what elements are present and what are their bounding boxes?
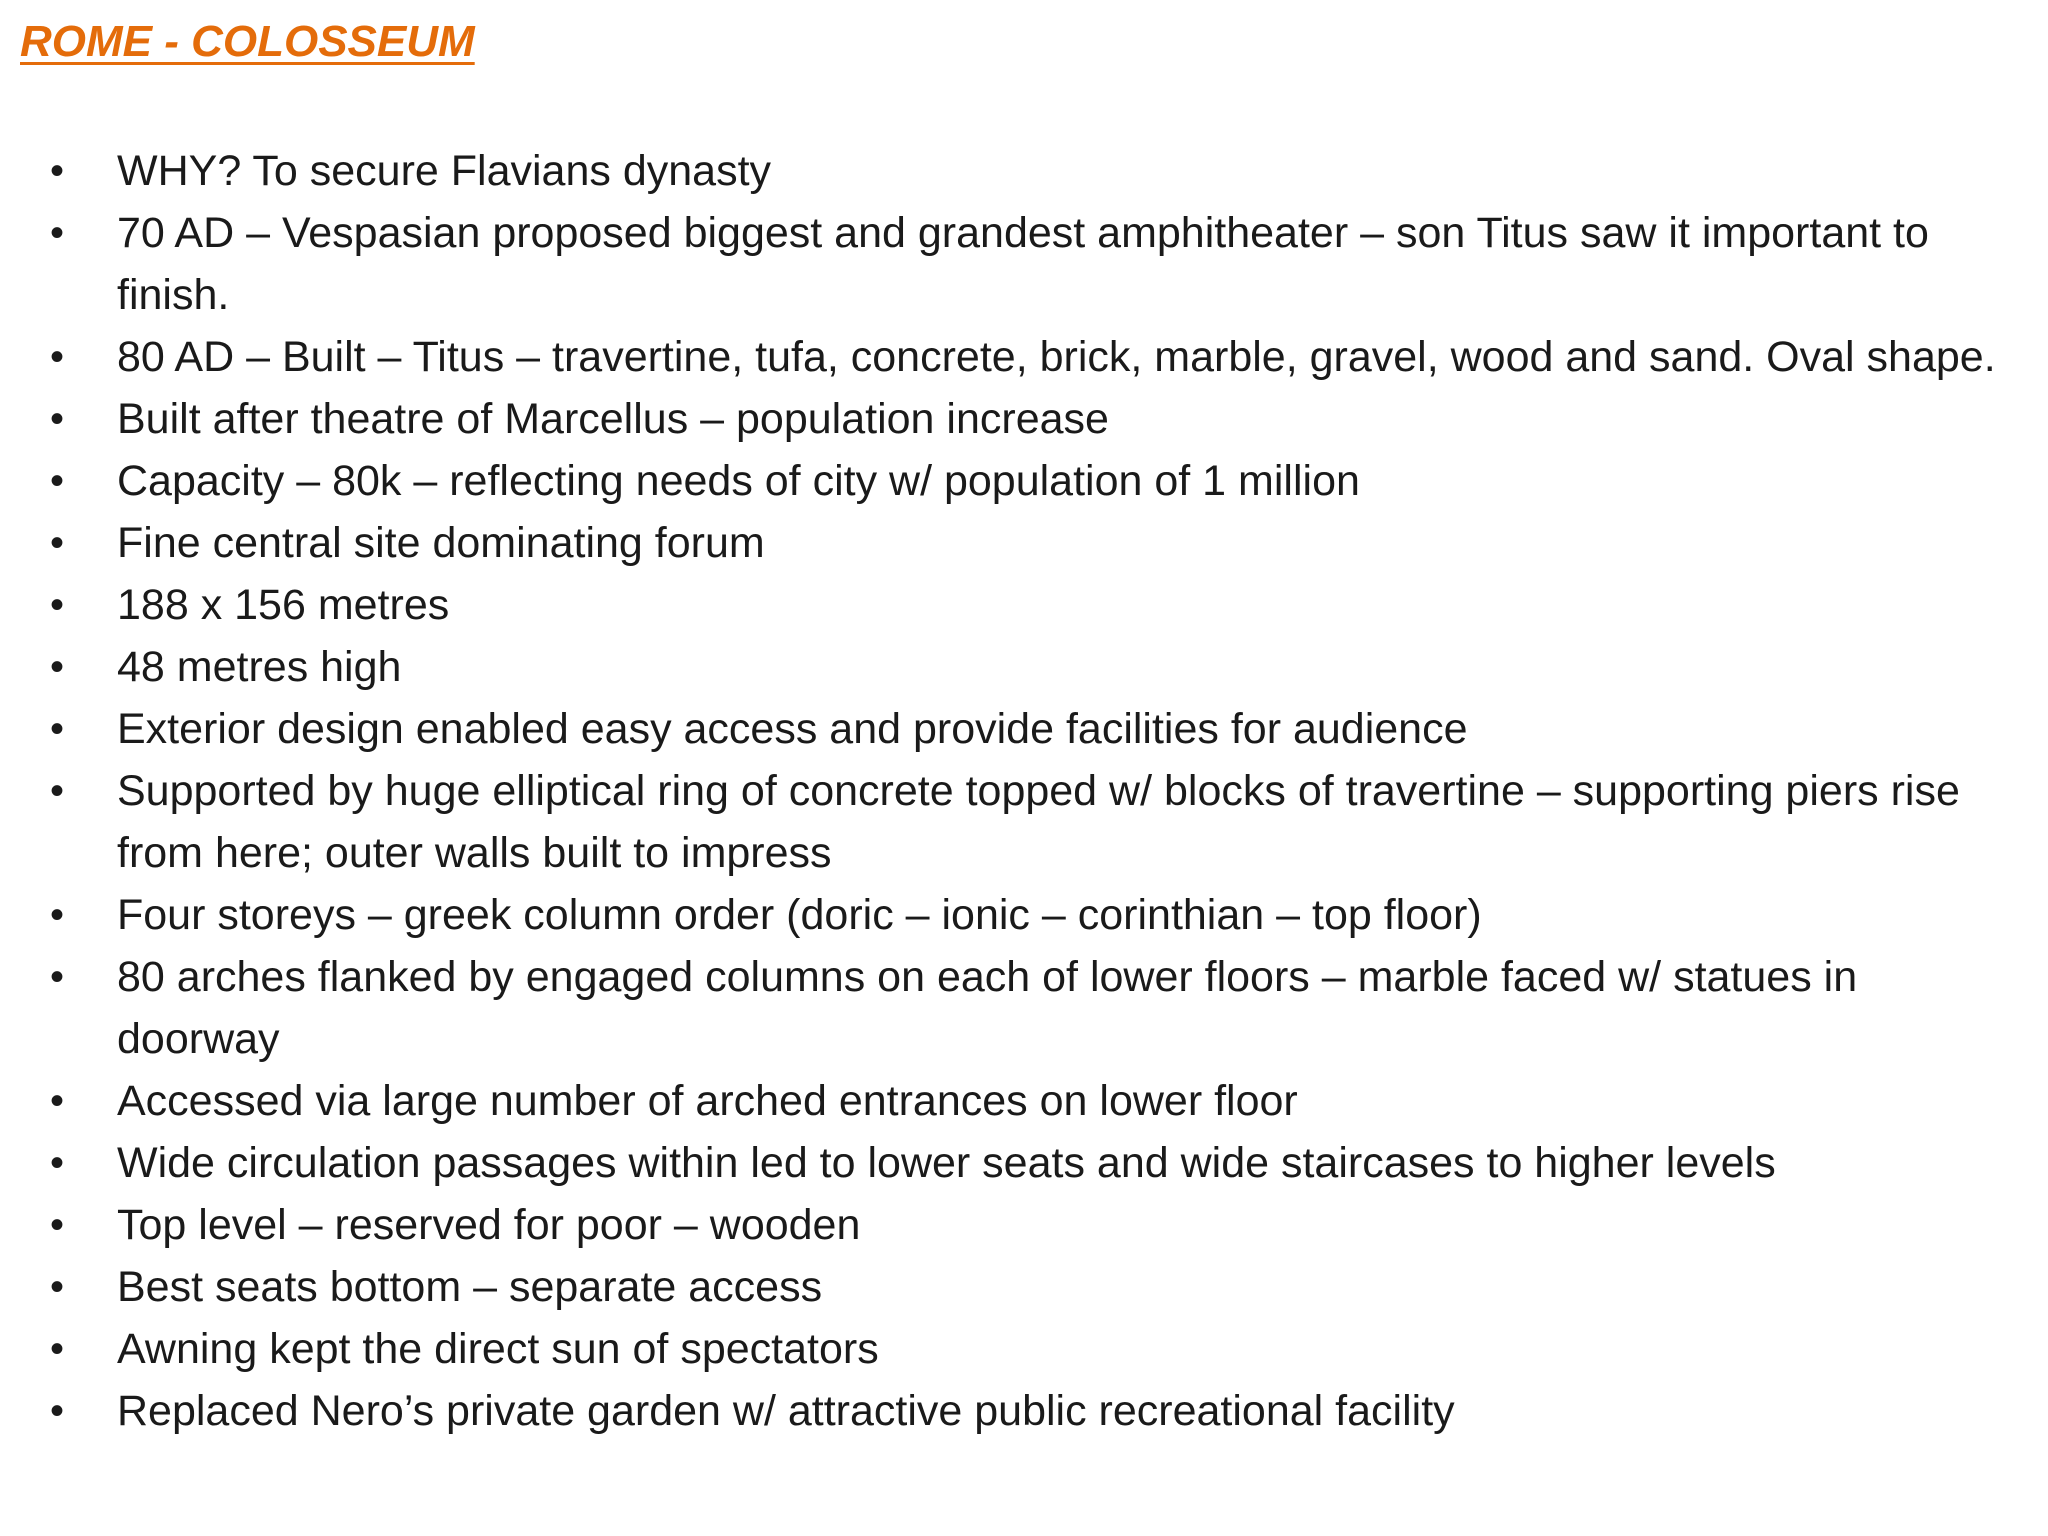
bullet-item — [0, 202, 2010, 326]
bullet-text: Built after theatre of Marcellus – population increase — [117, 395, 1109, 443]
bullet-item — [0, 884, 2010, 946]
bullet-item — [0, 512, 2010, 574]
bullet-item — [0, 1070, 2010, 1132]
bullet-text: Awning kept the direct sun of spectators — [117, 1325, 879, 1373]
bullet-text: Exterior design enabled easy access and provide facilities for audience — [117, 705, 1468, 753]
bullet-text: Top level – reserved for poor – wooden — [117, 1201, 861, 1249]
bullet-item — [0, 1380, 2010, 1442]
bullet-text: Four storeys – greek column order (doric – ionic – corinthian – top floor) — [117, 891, 1482, 939]
bullet-item — [0, 1194, 2010, 1256]
bullet-text: 80 AD – Built – Titus – travertine, tufa, concrete, brick, marble, gravel, wood and sand. Oval shape. — [117, 333, 1996, 381]
bullet-dot-icon: • — [50, 769, 65, 813]
bullet-dot-icon: • — [50, 893, 65, 937]
bullet-item — [0, 760, 2010, 884]
bullet-item — [0, 1256, 2010, 1318]
bullet-item — [0, 698, 2010, 760]
bullet-dot-icon: • — [50, 459, 65, 503]
bullet-dot-icon: • — [50, 397, 65, 441]
bullet-text: Supported by huge elliptical ring of concrete topped w/ blocks of travertine – supporting piers rise from here; outer walls built to impress — [117, 767, 1960, 877]
bullet-dot-icon: • — [50, 1265, 65, 1309]
bullet-item — [0, 140, 2010, 202]
bullet-dot-icon: • — [50, 645, 65, 689]
bullet-dot-icon: • — [50, 1079, 65, 1123]
bullet-dot-icon: • — [50, 707, 65, 751]
bullet-dot-icon: • — [50, 521, 65, 565]
bullet-item — [0, 636, 2010, 698]
bullet-dot-icon: • — [50, 955, 65, 999]
bullet-text: 70 AD – Vespasian proposed biggest and grandest amphitheater – son Titus saw it important to finish. — [117, 209, 1929, 319]
bullet-text: Replaced Nero’s private garden w/ attractive public recreational facility — [117, 1387, 1455, 1435]
bullet-item — [0, 450, 2010, 512]
bullet-text: Wide circulation passages within led to lower seats and wide staircases to higher levels — [117, 1139, 1776, 1187]
bullet-dot-icon: • — [50, 1389, 65, 1433]
bullet-dot-icon: • — [50, 335, 65, 379]
bullet-text: 188 x 156 metres — [117, 581, 450, 629]
bullet-dot-icon: • — [50, 149, 65, 193]
bullet-dot-icon: • — [50, 211, 65, 255]
bullet-dot-icon: • — [50, 1327, 65, 1371]
bullet-dot-icon: • — [50, 1141, 65, 1185]
bullet-dot-icon: • — [50, 583, 65, 627]
bullet-item — [0, 1318, 2010, 1380]
bullet-text: Capacity – 80k – reflecting needs of city w/ population of 1 million — [117, 457, 1360, 505]
bullet-item — [0, 574, 2010, 636]
bullet-text: Best seats bottom – separate access — [117, 1263, 823, 1311]
bullet-item — [0, 1132, 2010, 1194]
bullet-item — [0, 326, 2010, 388]
bullet-text: 80 arches flanked by engaged columns on each of lower floors – marble faced w/ statues in doorway — [117, 953, 1858, 1063]
bullet-text: WHY? To secure Flavians dynasty — [117, 147, 772, 195]
bullet-item — [0, 388, 2010, 450]
bullet-dot-icon: • — [50, 1203, 65, 1247]
slide-title: ROME - COLOSSEUM — [20, 17, 475, 66]
bullet-list — [0, 140, 2010, 1442]
bullet-text: 48 metres high — [117, 643, 402, 691]
bullet-text: Fine central site dominating forum — [117, 519, 765, 567]
bullet-item — [0, 946, 2010, 1070]
bullet-text: Accessed via large number of arched entrances on lower floor — [117, 1077, 1298, 1125]
